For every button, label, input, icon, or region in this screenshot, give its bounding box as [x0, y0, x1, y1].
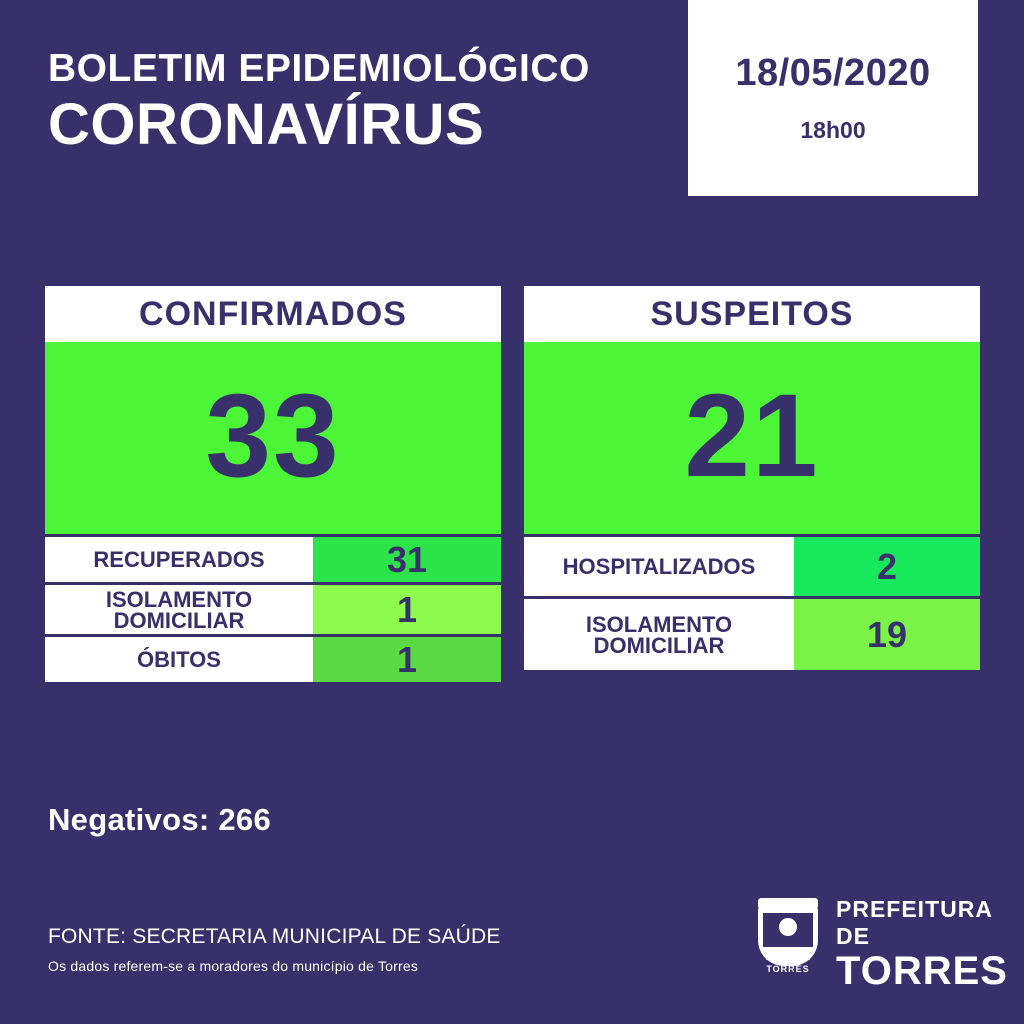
header — [0, 0, 1024, 200]
row-label-isolamento-suspeitos-line2: DOMICILIAR — [593, 632, 725, 658]
page-title — [48, 46, 590, 156]
logo-line-2: TORRES — [836, 949, 1008, 993]
logo-text — [836, 896, 1008, 992]
negatives-count: Negativos: 266 — [48, 802, 272, 837]
row-label-obitos: ÓBITOS — [45, 637, 313, 682]
bulletin-time: 18h00 — [800, 117, 866, 143]
table-row — [524, 534, 980, 596]
date-box — [688, 0, 978, 196]
title-line-1: BOLETIM EPIDEMIOLÓGICO — [48, 47, 590, 90]
row-value-hospitalizados: 2 — [794, 537, 980, 596]
crest-merlons-shape — [766, 948, 810, 960]
table-row — [45, 534, 501, 582]
crest-word: TORRES — [766, 964, 810, 974]
crest-icon — [752, 892, 824, 976]
row-label-isolamento-domiciliar-suspeitos — [524, 599, 794, 670]
crest-sun-icon — [779, 918, 797, 936]
row-label-recuperados: RECUPERADOS — [45, 537, 313, 582]
row-label-isolamento-line2: DOMICILIAR — [113, 607, 245, 633]
card-suspeitos — [524, 286, 980, 670]
row-value-isolamento-domiciliar-suspeitos: 19 — [794, 599, 980, 670]
table-row — [45, 634, 501, 682]
logo-line-1: PREFEITURA DE — [836, 896, 993, 949]
card-confirmados — [45, 286, 501, 682]
row-label-hospitalizados: HOSPITALIZADOS — [524, 537, 794, 596]
card-suspeitos-rows — [524, 534, 980, 670]
row-value-obitos: 1 — [313, 637, 501, 682]
prefeitura-logo — [752, 890, 1008, 993]
card-suspeitos-title: SUSPEITOS — [524, 286, 980, 342]
crest-top-shape — [758, 898, 818, 909]
card-confirmados-title: CONFIRMADOS — [45, 286, 501, 342]
row-value-isolamento-domiciliar: 1 — [313, 585, 501, 634]
row-label-isolamento-domiciliar — [45, 585, 313, 634]
card-confirmados-rows — [45, 534, 501, 682]
bulletin-date: 18/05/2020 — [735, 52, 931, 94]
row-label-isolamento-line1: ISOLAMENTO — [105, 586, 253, 612]
card-confirmados-total: 33 — [45, 342, 501, 534]
title-line-2: CORONAVÍRUS — [48, 92, 485, 157]
row-label-isolamento-suspeitos-line1: ISOLAMENTO — [585, 611, 733, 637]
row-value-recuperados: 31 — [313, 537, 501, 582]
footer-note: Os dados referem-se a moradores do município de Torres — [48, 958, 419, 974]
table-row — [45, 582, 501, 634]
footer-source: FONTE: SECRETARIA MUNICIPAL DE SAÚDE — [48, 925, 501, 948]
table-row — [524, 596, 980, 670]
card-suspeitos-total: 21 — [524, 342, 980, 534]
